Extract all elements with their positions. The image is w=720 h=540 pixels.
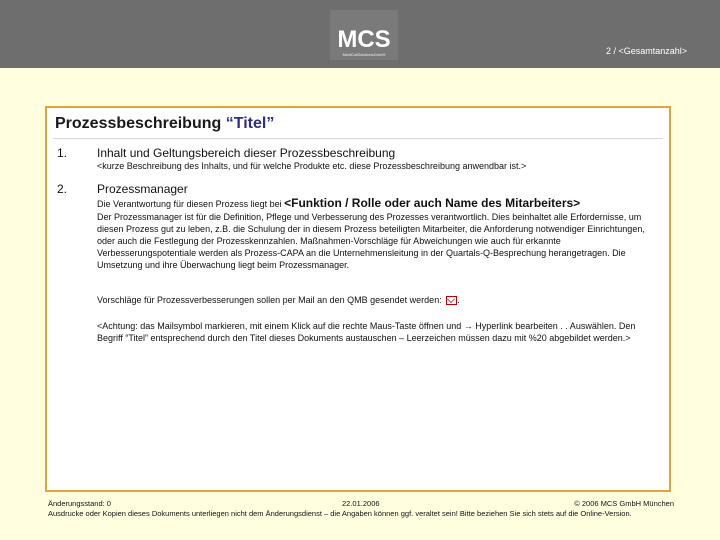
responsibility-placeholder: <Funktion / Rolle oder auch Name des Mitarbeiters>: [284, 196, 581, 210]
title-divider: [53, 138, 663, 139]
logo-text: MCS: [337, 26, 391, 53]
footer-date: 22.01.2006: [342, 499, 380, 508]
footer-disclaimer: Ausdrucke oder Kopien dieses Dokuments unterliegen nicht dem Änderungsdienst – die Angaben können ggf. veraltet sein! Bitte beziehen Sie sich stets auf die Online-Version.: [48, 509, 632, 518]
responsibility-line: [97, 197, 657, 210]
title-prefix: Prozessbeschreibung: [55, 115, 226, 132]
page-title: [55, 115, 274, 133]
mail-line: [97, 294, 657, 306]
logo-subtext: MediCalSolutionsGmbH: [342, 52, 386, 57]
header-bar: [0, 0, 720, 68]
section-2-number: 2.: [57, 182, 68, 196]
mail-end: .: [457, 295, 460, 305]
copyright: © 2006 MCS GmbH München: [574, 499, 674, 508]
footer-row: [48, 499, 674, 508]
section-2-heading: Prozessmanager: [97, 182, 188, 196]
revision-label: Änderungsstand: 0: [48, 499, 111, 508]
section-1-heading: Inhalt und Geltungsbereich dieser Prozessbeschreibung: [97, 146, 396, 160]
responsibility-prefix: Die Verantwortung für diesen Prozess liegt bei: [97, 199, 285, 209]
title-accent: “Titel”: [225, 115, 275, 132]
section-2-note: <Achtung: das Mailsymbol markieren, mit einem Klick auf die rechte Maus-Taste öffnen und → Hyperlink bearbeiten . . Auswählen. Den Begriff “Titel” entsprechend durch den Titel dieses Dokuments austauschen – Leerzeichen müssen dazu mit %20 abgebildet werden.>: [97, 321, 636, 343]
section-2-body: Der Prozessmanager ist für die Definition, Pflege und Verbesserung des Prozesses verantwortlich. Dies beinhaltet alle Erfordernisse, um diesen Prozess gut zu leben, z.B. die Schulung der in diesem Prozess beteiligten Mitarbeiter, die Anforderung notwendiger Einrichtungen, oder auch die Festlegung der Prozesskennzahlen. Maßnahmen-Vorschläge für Abweichungen wie auch für erkannte Verbesserungspotentiale werden als Prozess-CAPA an die Unternehmensleitung in der Quartals-Q-Besprechung herangetragen. Die Umsetzung und ihre Überwachung liegt beim Prozessmanager.: [97, 212, 645, 270]
mcs-logo: [330, 10, 398, 60]
mail-text: Vorschläge für Prozessverbesserungen sollen per Mail an den QMB gesendet werden:: [97, 295, 445, 305]
page-indicator: 2 / <Gesamtanzahl>: [605, 46, 687, 56]
section-1-number: 1.: [57, 146, 68, 160]
mail-link-icon[interactable]: [446, 296, 457, 305]
content-panel: [45, 106, 671, 492]
section-1-note: <kurze Beschreibung des Inhalts, und für welche Produkte etc. diese Prozessbeschreibung anwendbar ist.>: [97, 161, 527, 171]
